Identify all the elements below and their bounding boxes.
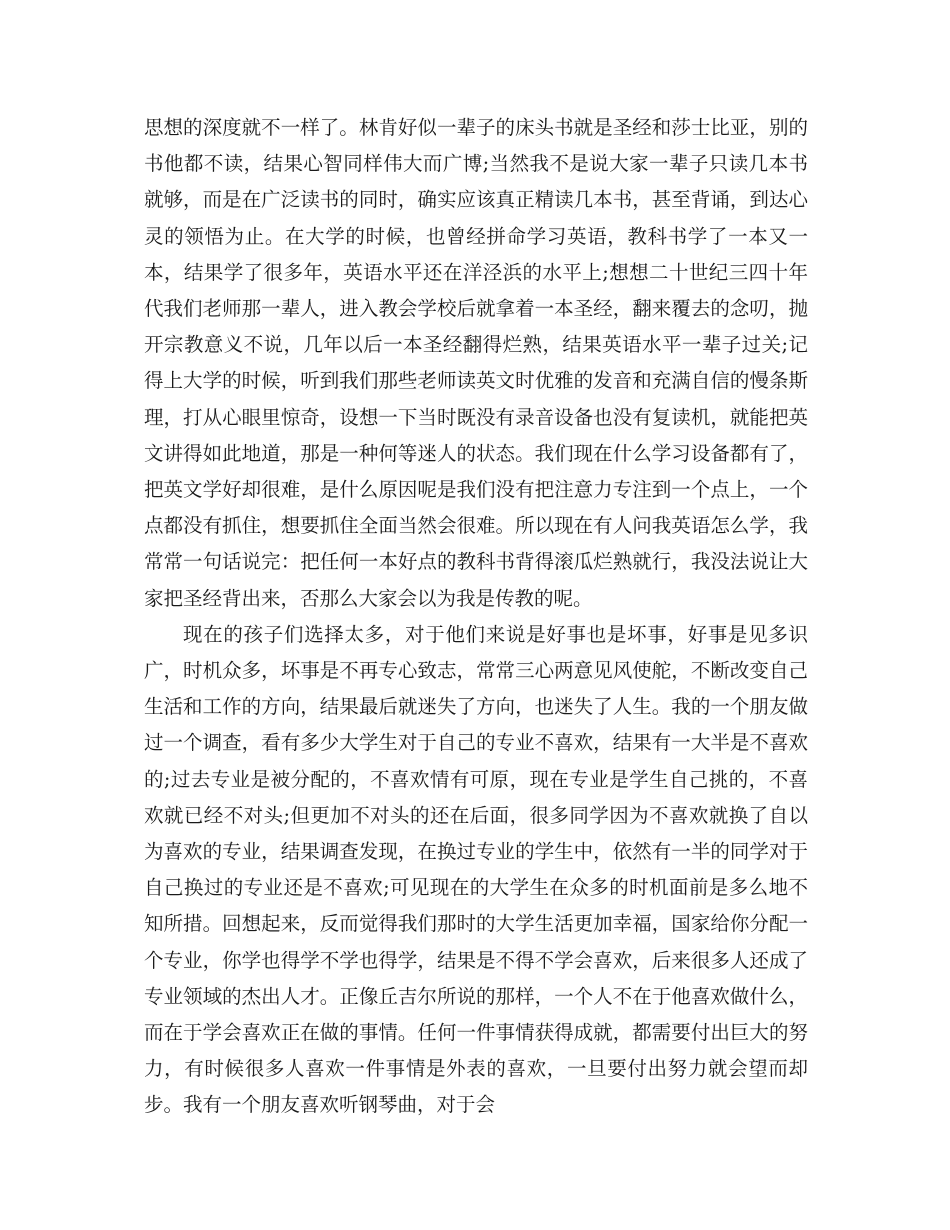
document-body [144,110,808,1124]
paragraph-1: 思想的深度就不一样了。林肯好似一辈子的床头书就是圣经和莎士比亚，别的书他都不读，结果心智同样伟大而广博;当然我不是说大家一辈子只读几本书就够，而是在广泛读书的同时，确实应该真正精读几本书，甚至背诵，到达心灵的领悟为止。在大学的时候，也曾经拼命学习英语，教科书学了一本又一本，结果学了很多年，英语水平还在洋泾浜的水平上;想想二十世纪三四十年代我们老师那一辈人，进入教会学校后就拿着一本圣经，翻来覆去的念叨，抛开宗教意义不说，几年以后一本圣经翻得烂熟，结果英语水平一辈子过关;记得上大学的时候，听到我们那些老师读英文时优雅的发音和充满自信的慢条斯理，打从心眼里惊奇，设想一下当时既没有录音设备也没有复读机，就能把英文讲得如此地道，那是一种何等迷人的状态。我们现在什么学习设备都有了，把英文学好却很难，是什么原因呢是我们没有把注意力专注到一个点上，一个点都没有抓住，想要抓住全面当然会很难。所以现在有人问我英语怎么学，我常常一句话说完：把任何一本好点的教科书背得滚瓜烂熟就行，我没法说让大家把圣经背出来，否那么大家会以为我是传教的呢。 [144,116,808,610]
paragraph-2: 现在的孩子们选择太多，对于他们来说是好事也是坏事，好事是见多识广，时机众多，坏事是不再专心致志，常常三心两意见风使舵，不断改变自己生活和工作的方向，结果最后就迷失了方向，也迷失了人生。我的一个朋友做过一个调查，看有多少大学生对于自己的专业不喜欢，结果有一大半是不喜欢的;过去专业是被分配的，不喜欢情有可原，现在专业是学生自己挑的，不喜欢就已经不对头;但更加不对头的还在后面，很多同学因为不喜欢就换了自以为喜欢的专业，结果调查发现，在换过专业的学生中，依然有一半的同学对于自己换过的专业还是不喜欢;可见现在的大学生在众多的时机面前是多么地不知所措。回想起来，反而觉得我们那时的大学生活更加幸福，国家给你分配一个专业，你学也得学不学也得学，结果是不得不学会喜欢，后来很多人还成了专业领域的杰出人才。正像丘吉尔所说的那样，一个人不在于他喜欢做什么，而在于学会喜欢正在做的事情。任何一件事情获得成就，都需要付出巨大的努力，有时候很多人喜欢一件事情是外表的喜欢，一旦要付出努力就会望而却步。我有一个朋友喜欢听钢琴曲，对于会 [144,622,808,1117]
